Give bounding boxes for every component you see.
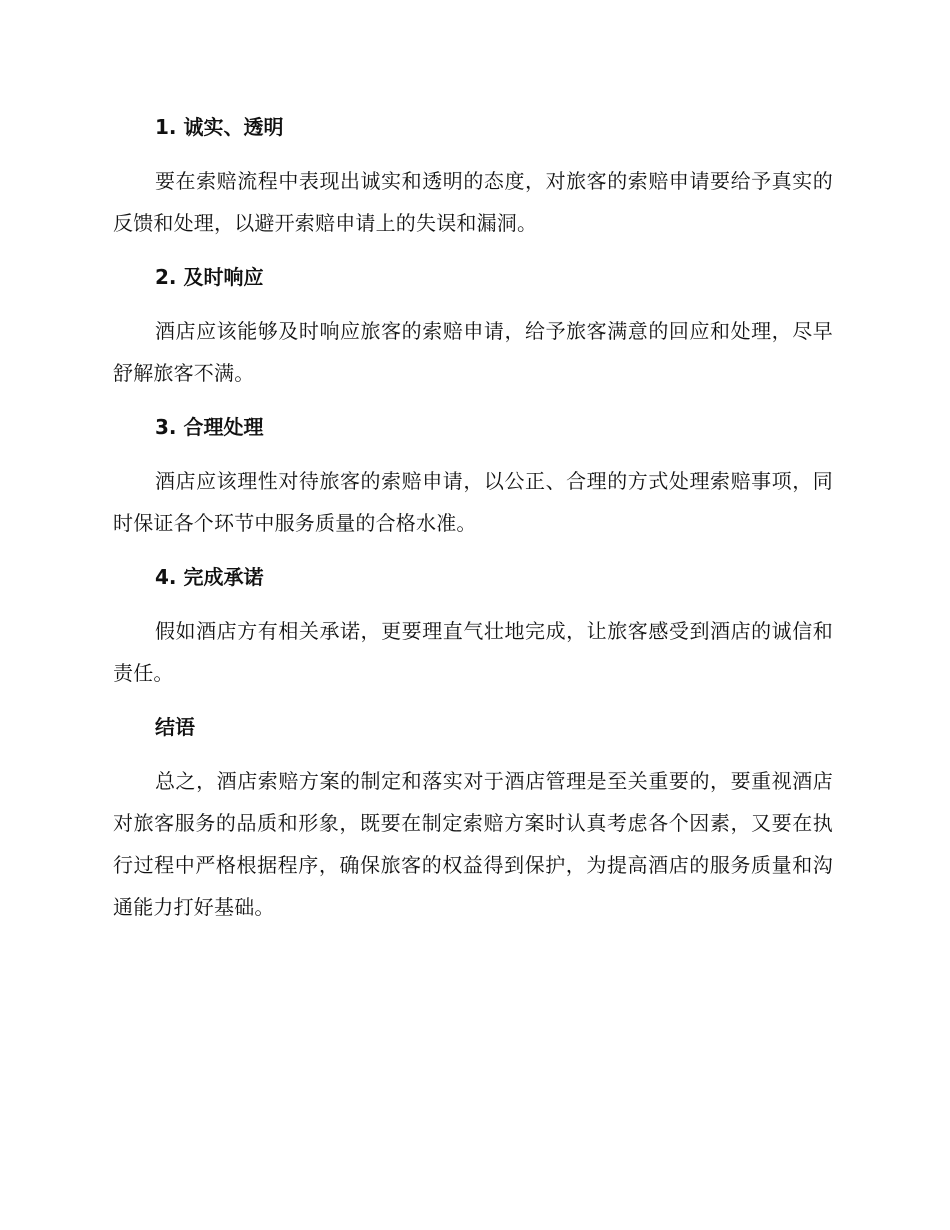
section-body-timely-response: 酒店应该能够及时响应旅客的索赔申请，给予旅客满意的回应和处理，尽早舒解旅客不满。 bbox=[113, 319, 833, 385]
section-body-reasonable-handling: 酒店应该理性对待旅客的索赔申请，以公正、合理的方式处理索赔事项，同时保证各个环节中服务质量的合格水准。 bbox=[113, 469, 833, 535]
section-heading-timely-response: 2. 及时响应 bbox=[155, 265, 264, 289]
section-body-conclusion: 总之，酒店索赔方案的制定和落实对于酒店管理是至关重要的，要重视酒店对旅客服务的品质和形象，既要在制定索赔方案时认真考虑各个因素，又要在执行过程中严格根据程序，确保旅客的权益得到保护，为提高酒店的服务质量和沟通能力打好基础。 bbox=[113, 769, 833, 919]
document-content bbox=[113, 106, 833, 940]
section-heading-conclusion: 结语 bbox=[155, 715, 195, 739]
section-body-honesty: 要在索赔流程中表现出诚实和透明的态度，对旅客的索赔申请要给予真实的反馈和处理，以避开索赔申请上的失误和漏洞。 bbox=[113, 169, 833, 235]
section-heading-reasonable-handling: 3. 合理处理 bbox=[155, 415, 264, 439]
section-body-fulfill-promise: 假如酒店方有相关承诺，更要理直气壮地完成，让旅客感受到酒店的诚信和责任。 bbox=[113, 619, 833, 685]
section-heading-honesty: 1. 诚实、透明 bbox=[155, 115, 284, 139]
section-heading-fulfill-promise: 4. 完成承诺 bbox=[155, 565, 264, 589]
